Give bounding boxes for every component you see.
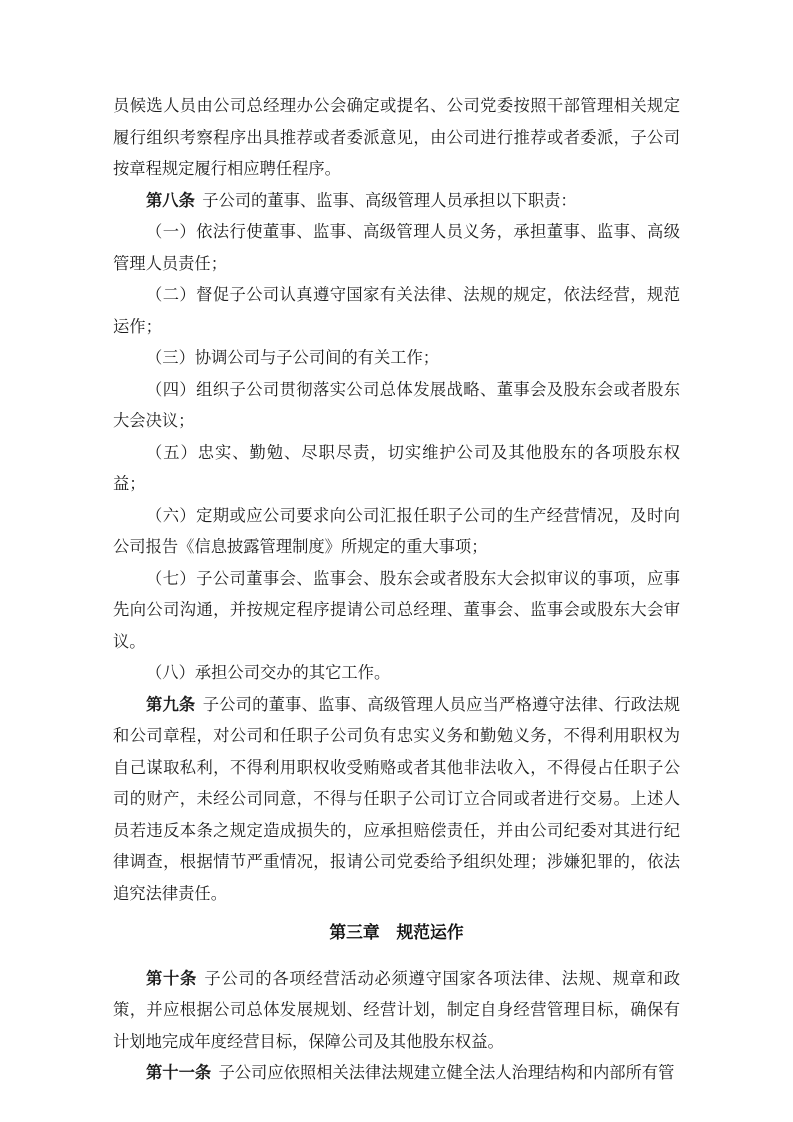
article-8-item-7 bbox=[113, 563, 680, 658]
paragraph-text: 员候选人员由公司总经理办公会确定或提名、公司党委按照干部管理相关规定履行组织考察程序出具推荐或者委派意见，由公司进行推荐或者委派，子公司按章程规定履行相应聘任程序。 bbox=[113, 96, 680, 178]
article-8-item-8 bbox=[113, 657, 680, 689]
article-8-item-3 bbox=[113, 342, 680, 374]
paragraph-text: 子公司的董事、监事、高级管理人员应当严格遵守法律、行政法规和公司章程，对公司和任职子公司负有忠实义务和勤勉义务，不得利用职权为自己谋取私利，不得利用职权收受贿赂或者其他非法收入，不得侵占任职子公司的财产，未经公司同意，不得与任职子公司订立合同或者进行交易。上述人员若违反本条之规定造成损失的，应承担赔偿责任，并由公司纪委对其进行纪律调查，根据情节严重情况，报请公司党委给予组织处理；涉嫌犯罪的，依法追究法律责任。 bbox=[113, 694, 680, 903]
article-8-item-2 bbox=[113, 279, 680, 342]
article-8-item-6 bbox=[113, 500, 680, 563]
article-number: 第十一条 bbox=[146, 1063, 212, 1082]
article-8-item-4 bbox=[113, 374, 680, 437]
paragraph-text: 子公司应依照相关法律法规建立健全法人治理结构和内部所有管 bbox=[218, 1063, 675, 1082]
paragraph-text: （三）协调公司与子公司间的有关工作； bbox=[146, 348, 440, 367]
article-number: 第十条 bbox=[146, 968, 198, 988]
paragraph-text: （六）定期或应公司要求向公司汇报任职子公司的生产经营情况，及时向公司报告《信息披露管理制度》所规定的重大事项； bbox=[113, 505, 680, 556]
article-8-item-5 bbox=[113, 437, 680, 500]
article-9-paragraph bbox=[113, 689, 680, 910]
article-number: 第八条 bbox=[146, 190, 195, 210]
paragraph-text: 子公司的董事、监事、高级管理人员承担以下职责： bbox=[202, 190, 577, 210]
paragraph-text: （五）忠实、勤勉、尽职尽责，切实维护公司及其他股东的各项股东权益； bbox=[113, 442, 680, 493]
article-8-item-1 bbox=[113, 216, 680, 279]
document-body bbox=[113, 90, 680, 1089]
paragraph-text: （七）子公司董事会、监事会、股东会或者股东大会拟审议的事项，应事先向公司沟通，并按规定程序提请公司总经理、董事会、监事会或股东大会审议。 bbox=[113, 568, 680, 651]
paragraph-text: （八）承担公司交办的其它工作。 bbox=[146, 663, 391, 682]
paragraph-text: （一）依法行使董事、监事、高级管理人员义务，承担董事、监事、高级管理人员责任； bbox=[113, 222, 680, 273]
article-8-paragraph bbox=[113, 185, 680, 217]
paragraph-text: （二）督促子公司认真遵守国家有关法律、法规的规定，依法经营，规范运作； bbox=[113, 285, 680, 336]
continuation-paragraph bbox=[113, 90, 680, 185]
article-number: 第九条 bbox=[146, 694, 196, 714]
article-10-paragraph bbox=[113, 963, 680, 1058]
paragraph-text: （四）组织子公司贯彻落实公司总体发展战略、董事会及股东会或者股东大会决议； bbox=[113, 379, 680, 430]
chapter-3-heading: 第三章 规范运作 bbox=[329, 923, 464, 942]
paragraph-text: 子公司的各项经营活动必须遵守国家各项法律、法规、规章和政策，并应根据公司总体发展规划、经营计划，制定自身经营管理目标，确保有计划地完成年度经营目标，保障公司及其他股东权益。 bbox=[113, 968, 680, 1051]
article-11-paragraph bbox=[113, 1057, 680, 1089]
